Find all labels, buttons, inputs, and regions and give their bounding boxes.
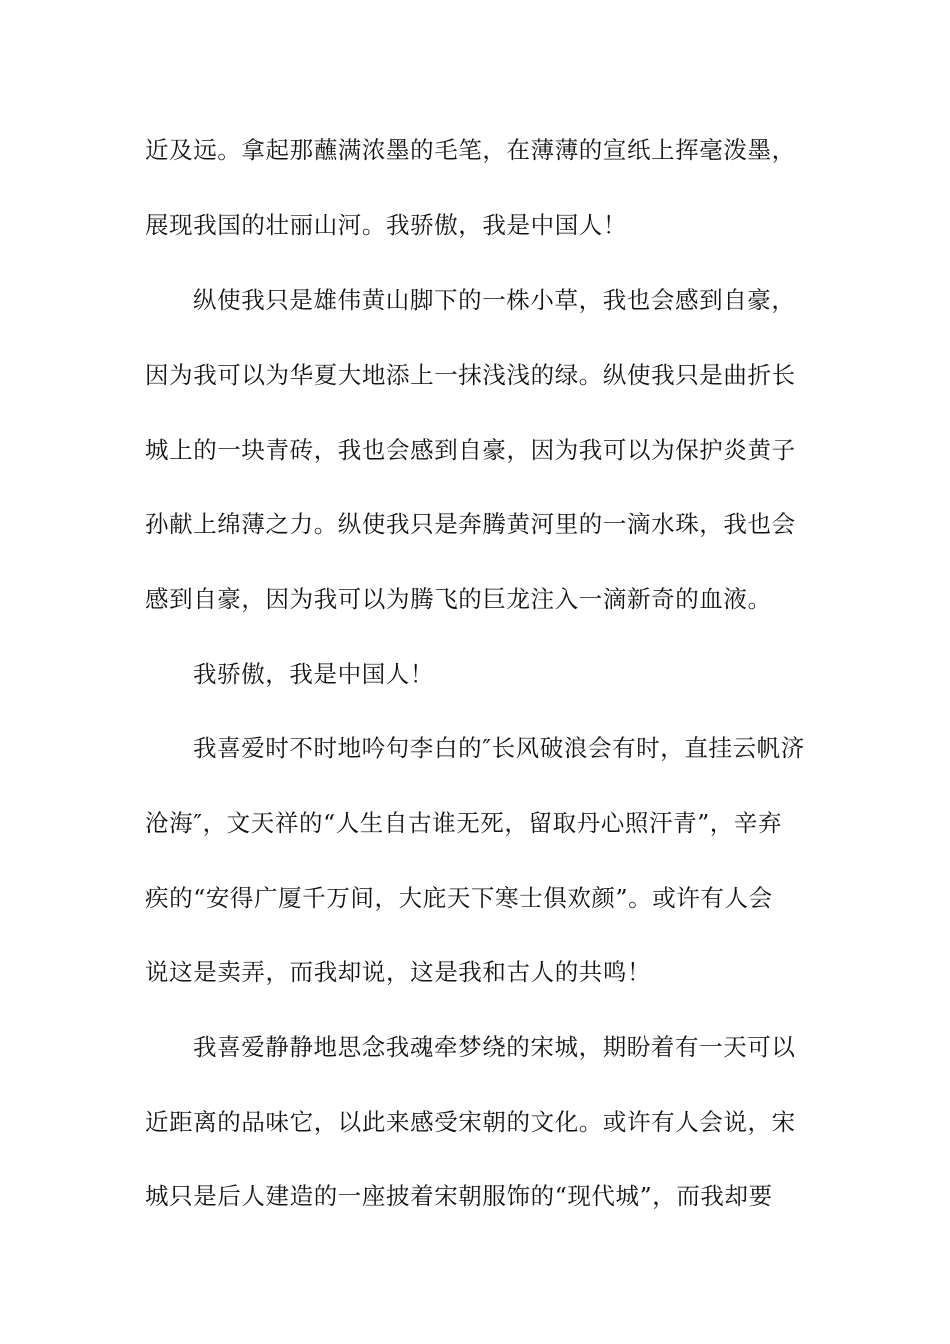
text-line: 城上的一块青砖，我也会感到自豪，因为我可以为保护炎黄子 <box>145 436 796 464</box>
text-line: 沧海″，文天祥的“人生自古谁无死，留取丹心照汗青”，辛弃 <box>145 809 783 837</box>
text-line: 展现我国的壮丽山河。我骄傲，我是中国人！ <box>145 211 627 239</box>
text-line: 孙献上绵薄之力。纵使我只是奔腾黄河里的一滴水珠，我也会 <box>145 510 796 538</box>
text-line: 城只是后人建造的一座披着宋朝服饰的“现代城”，而我却要 <box>145 1182 773 1210</box>
text-line: 近及远。拿起那蘸满浓墨的毛笔，在薄薄的宣纸上挥毫泼墨， <box>145 136 796 164</box>
text-line: 近距离的品味它，以此来感受宋朝的文化。或许有人会说，宋 <box>145 1108 796 1136</box>
text-line: 说这是卖弄，而我却说，这是我和古人的共鸣！ <box>145 958 652 986</box>
text-line: 感到自豪，因为我可以为腾飞的巨龙注入一滴新奇的血液。 <box>145 585 772 613</box>
paragraph-first-line: 我骄傲，我是中国人！ <box>193 660 434 688</box>
paragraph-first-line: 我喜爱静静地思念我魂牵梦绕的宋城，期盼着有一天可以 <box>193 1033 796 1061</box>
paragraph-first-line: 我喜爱时不时地吟句李白的″长风破浪会有时，直挂云帆济 <box>193 734 805 762</box>
paragraph-first-line: 纵使我只是雄伟黄山脚下的一株小草，我也会感到自豪， <box>193 286 796 314</box>
text-line: 疾的“安得广厦千万间，大庇天下寒士俱欢颜”。或许有人会 <box>145 884 773 912</box>
text-line: 因为我可以为华夏大地添上一抹浅浅的绿。纵使我只是曲折长 <box>145 361 796 389</box>
